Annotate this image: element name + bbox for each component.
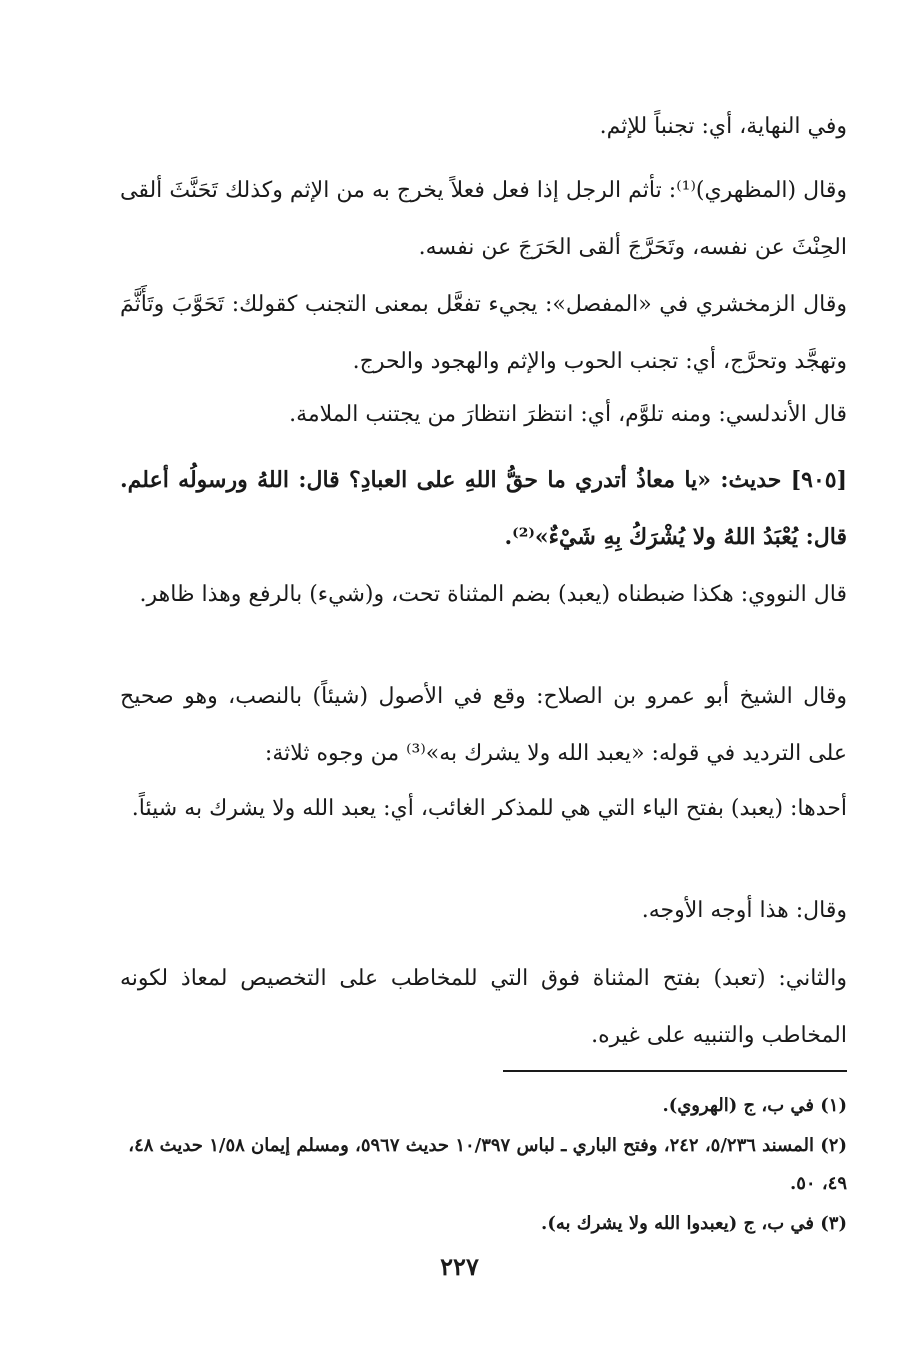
hadith-paragraph: [٩٠٥] حديث: «يا معاذُ أتدري ما حقُّ اللهِ على العبادِ؟ قال: اللهُ ورسولُه أعلم. قال: يُعْبَدُ اللهُ ولا يُشْرَكُ بِهِ شَيْءٌ»⁽²⁾.: [120, 467, 847, 550]
page-number: ٢٢٧: [440, 1252, 479, 1281]
footnote-1: (١) في ب، ج (الهروي).: [662, 1095, 847, 1116]
paragraph-6: قال النووي: هكذا ضبطناه (يعبد) بضم المثناة تحت، و(شيء) بالرفع وهذا ظاهر.: [139, 582, 847, 607]
paragraph-3: وقال الزمخشري في «المفصل»: يجيء تفعَّل بمعنى التجنب كقولك: تَحَوَّبَ وتَأَثَّمَ وتهجَّد وتحرَّج، أي: تجنب الحوب والإثم والهجود والحرج.: [120, 292, 847, 374]
paragraph-10: والثاني: (تعبد) بفتح المثناة فوق التي للمخاطب على التخصيص لمعاذ لكونه المخاطب والتنبيه على غيره.: [120, 966, 847, 1048]
paragraph-8: أحدها: (يعبد) بفتح الياء التي هي للمذكر الغائب، أي: يعبد الله ولا يشرك به شيئاً.: [131, 796, 847, 821]
paragraph-1: وفي النهاية، أي: تجنباً للإثم.: [599, 114, 847, 139]
paragraph-7: وقال الشيخ أبو عمرو بن الصلاح: وقع في الأصول (شيئاً) بالنصب، وهو صحيح على الترديد في قوله: «يعبد الله ولا يشرك به»⁽³⁾ من وجوه ثلاثة:: [120, 684, 847, 766]
paragraph-9: وقال: هذا أوجه الأوجه.: [641, 898, 847, 923]
paragraph-2: وقال (المظهري)⁽¹⁾: تأثم الرجل إذا فعل فعلاً يخرج به من الإثم وكذلك تَحَنَّثَ ألقى الحِنْثَ عن نفسه، وتَحَرَّجَ ألقى الحَرَجَ عن نفسه.: [120, 178, 847, 260]
paragraph-4: قال الأندلسي: ومنه تلوَّم، أي: انتظرَ انتظارَ من يجتنب الملامة.: [289, 402, 847, 427]
footnote-divider: [503, 1070, 847, 1072]
footnote-2: (٢) المسند ٥/٢٣٦، ٢٤٢، وفتح الباري ـ لباس ١٠/٣٩٧ حديث ٥٩٦٧، ومسلم إيمان ١/٥٨ حديث ٤٨، ٤٩، ٥٠.: [128, 1135, 847, 1194]
footnote-3: (٣) في ب، ج (يعبدوا الله ولا يشرك به).: [541, 1213, 847, 1234]
